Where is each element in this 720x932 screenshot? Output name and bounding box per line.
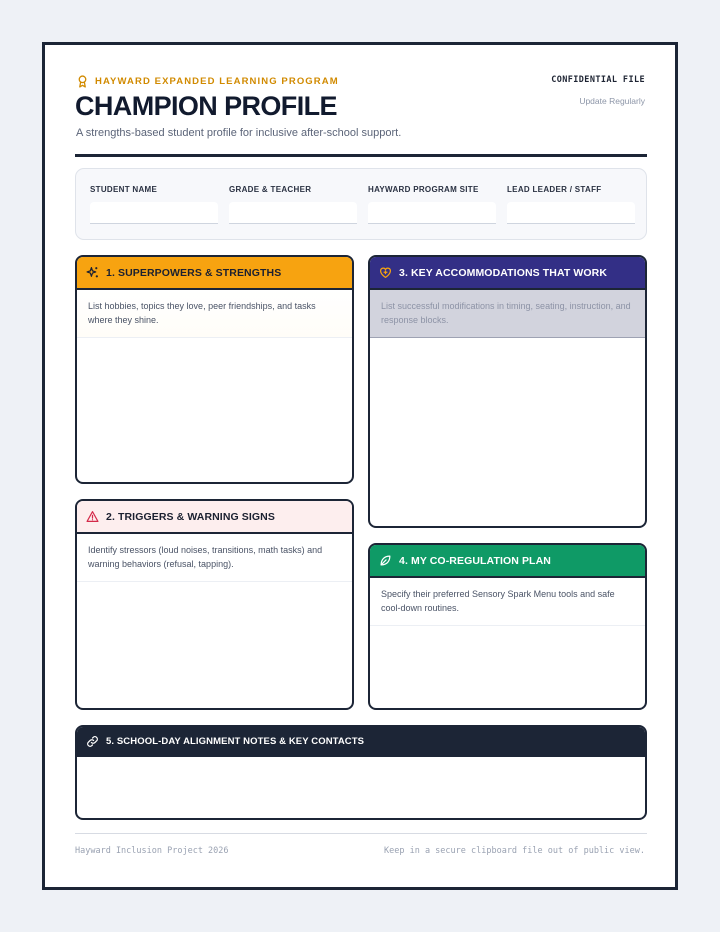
program-name: HAYWARD EXPANDED LEARNING PROGRAM — [95, 76, 339, 87]
alignment-title: 5. SCHOOL-DAY ALIGNMENT NOTES & KEY CONTACTS — [106, 735, 365, 747]
lead-staff-field[interactable] — [507, 202, 635, 224]
header-divider — [75, 154, 647, 157]
info-label: GRADE & TEACHER — [229, 185, 312, 194]
profile-page — [42, 42, 678, 890]
footer-divider — [75, 833, 647, 834]
footer-project: Hayward Inclusion Project 2026 — [75, 846, 229, 856]
accommodations-header — [370, 257, 645, 290]
page-title: CHAMPION PROFILE — [75, 91, 337, 121]
info-label: STUDENT NAME — [90, 185, 158, 194]
coregulation-header — [370, 545, 645, 578]
accommodations-title: 3. KEY ACCOMMODATIONS THAT WORK — [399, 266, 608, 279]
coregulation-title: 4. MY CO-REGULATION PLAN — [399, 554, 551, 567]
triggers-header — [77, 501, 352, 534]
grade-teacher-field[interactable] — [229, 202, 357, 224]
accommodations-section[interactable] — [368, 255, 647, 528]
triggers-section[interactable] — [75, 499, 354, 710]
update-note: Update Regularly — [579, 96, 645, 106]
program-brand — [76, 75, 339, 88]
superpowers-header — [77, 257, 352, 290]
triggers-title: 2. TRIGGERS & WARNING SIGNS — [106, 510, 275, 523]
leaf-icon — [379, 554, 392, 567]
sparkle-icon — [86, 266, 99, 279]
heart-shield-icon — [379, 266, 392, 279]
info-grade-teacher — [229, 185, 357, 224]
student-info-panel — [75, 168, 647, 240]
coregulation-description: Specify their preferred Sensory Spark Menu tools and safe cool-down routines. — [370, 578, 645, 626]
superpowers-section[interactable] — [75, 255, 354, 484]
link-icon — [86, 735, 99, 748]
confidential-label: CONFIDENTIAL FILE — [551, 75, 645, 85]
info-label: HAYWARD PROGRAM SITE — [368, 185, 479, 194]
info-lead-staff — [507, 185, 635, 224]
program-site-field[interactable] — [368, 202, 496, 224]
triggers-description: Identify stressors (loud noises, transitions, math tasks) and warning behaviors (refusal, tapping). — [77, 534, 352, 582]
accommodations-description: List successful modifications in timing, seating, instruction, and response blocks. — [370, 290, 645, 338]
warning-icon — [86, 510, 99, 523]
student-name-field[interactable] — [90, 202, 218, 224]
superpowers-title: 1. SUPERPOWERS & STRENGTHS — [106, 266, 282, 279]
award-ribbon-icon — [76, 75, 89, 88]
info-program-site — [368, 185, 496, 224]
info-label: LEAD LEADER / STAFF — [507, 185, 602, 194]
superpowers-description: List hobbies, topics they love, peer friendships, and tasks where they shine. — [77, 290, 352, 338]
alignment-section[interactable] — [75, 725, 647, 820]
footer-note: Keep in a secure clipboard file out of public view. — [384, 846, 645, 856]
page-subtitle: A strengths-based student profile for inclusive after-school support. — [76, 127, 402, 139]
alignment-header — [77, 727, 645, 757]
info-student-name — [90, 185, 218, 224]
coregulation-section[interactable] — [368, 543, 647, 710]
